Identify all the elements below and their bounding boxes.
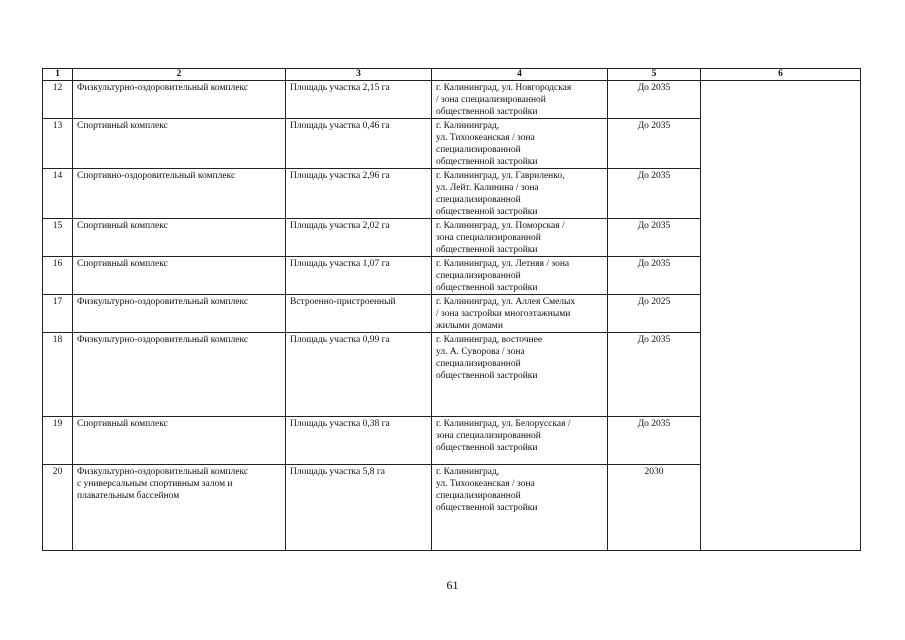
- cell-area: Площадь участка 1,07 га: [286, 257, 432, 295]
- cell-text-line: специализированной: [436, 491, 521, 501]
- column-header-2: 2: [73, 69, 286, 81]
- column-header-1: 1: [43, 69, 73, 81]
- cell-text-line: жилыми домами: [436, 321, 503, 331]
- cell-text-line: г. Калининград,: [436, 467, 500, 477]
- cell-text-line: / зона застройки многоэтажными: [436, 309, 571, 319]
- cell-text-line: г. Калининград, ул. Белорусская /: [436, 419, 571, 429]
- cell-area: Площадь участка 0,99 га: [286, 333, 432, 417]
- cell-facility-name: [73, 219, 286, 257]
- cell-facility-name: [73, 295, 286, 333]
- cell-term: До 2035: [608, 169, 701, 219]
- column-header-3: 3: [286, 69, 432, 81]
- header-row: [43, 69, 861, 81]
- cell-text-line: плавательным бассейном: [77, 491, 180, 501]
- cell-facility-name: [73, 257, 286, 295]
- cell-text-line: общественной застройки: [436, 245, 538, 255]
- cell-term: До 2035: [608, 119, 701, 169]
- cell-text-line: ул. Тихоокеанская / зона: [436, 133, 535, 143]
- cell-text-line: г. Калининград,: [436, 121, 500, 131]
- cell-term: До 2035: [608, 417, 701, 465]
- cell-text-line: ул. Тихоокеанская / зона: [436, 479, 535, 489]
- cell-area: Площадь участка 0,46 га: [286, 119, 432, 169]
- cell-text-line: г. Калининград, ул. Летняя / зона: [436, 259, 570, 269]
- cell-text-line: Физкультурно-оздоровительный комплекс: [77, 297, 249, 307]
- cell-facility-name: [73, 169, 286, 219]
- cell-area: Площадь участка 0,38 га: [286, 417, 432, 465]
- cell-text-line: ул. Лейт. Калинина / зона: [436, 183, 539, 193]
- page-number: 61: [446, 578, 459, 592]
- cell-text-line: Спортивно-оздоровительный комплекс: [77, 171, 236, 181]
- cell-text-line: / зона специализированной: [436, 95, 546, 105]
- cell-text-line: Физкультурно-оздоровительный комплекс: [77, 83, 249, 93]
- cell-text-line: общественной застройки: [436, 443, 538, 453]
- cell-text-line: общественной застройки: [436, 503, 538, 513]
- cell-number: 18: [43, 333, 73, 417]
- cell-number: 15: [43, 219, 73, 257]
- cell-text-line: ул. А. Суворова / зона: [436, 347, 525, 357]
- cell-term: До 2025: [608, 295, 701, 333]
- cell-area: Площадь участка 5,8 га: [286, 465, 432, 551]
- cell-number: 17: [43, 295, 73, 333]
- cell-text-line: Спортивный комплекс: [77, 121, 168, 131]
- cell-term: 2030: [608, 465, 701, 551]
- table-row: [43, 81, 861, 119]
- cell-text-line: специализированной: [436, 271, 521, 281]
- cell-location: [432, 295, 608, 333]
- cell-text-line: общественной застройки: [436, 283, 538, 293]
- cell-text-line: с универсальным спортивным залом и: [77, 479, 233, 489]
- cell-location: [432, 257, 608, 295]
- cell-text-line: Спортивный комплекс: [77, 419, 168, 429]
- cell-area: Площадь участка 2,96 га: [286, 169, 432, 219]
- cell-term: До 2035: [608, 219, 701, 257]
- cell-text-line: общественной застройки: [436, 207, 538, 217]
- cell-number: 13: [43, 119, 73, 169]
- cell-location: [432, 81, 608, 119]
- cell-text-line: специализированной: [436, 359, 521, 369]
- cell-text-line: Физкультурно-оздоровительный комплекс: [77, 335, 249, 345]
- cell-term: До 2035: [608, 81, 701, 119]
- cell-area: Площадь участка 2,02 га: [286, 219, 432, 257]
- column-header-5: 5: [608, 69, 701, 81]
- table-body: [43, 81, 861, 551]
- cell-term: До 2035: [608, 257, 701, 295]
- cell-number: 12: [43, 81, 73, 119]
- cell-facility-name: [73, 417, 286, 465]
- column-header-6: 6: [701, 69, 861, 81]
- cell-location: [432, 417, 608, 465]
- cell-text-line: зона специализированной: [436, 233, 541, 243]
- cell-text-line: г. Калининград, восточнее: [436, 335, 543, 345]
- cell-text-line: специализированной: [436, 145, 521, 155]
- cell-notes: [701, 81, 861, 551]
- cell-number: 19: [43, 417, 73, 465]
- cell-text-line: общественной застройки: [436, 371, 538, 381]
- cell-term: До 2035: [608, 333, 701, 417]
- cell-facility-name: [73, 119, 286, 169]
- cell-text-line: г. Калининград, ул. Гавриленко,: [436, 171, 565, 181]
- cell-text-line: г. Калининград, ул. Поморская /: [436, 221, 565, 231]
- cell-text-line: Физкультурно-оздоровительный комплекс: [77, 467, 249, 477]
- cell-facility-name: [73, 333, 286, 417]
- cell-text-line: Спортивный комплекс: [77, 259, 168, 269]
- cell-location: [432, 333, 608, 417]
- data-table: [42, 68, 861, 551]
- cell-facility-name: [73, 81, 286, 119]
- cell-text-line: общественной застройки: [436, 157, 538, 167]
- cell-location: [432, 169, 608, 219]
- cell-area: Площадь участка 2,15 га: [286, 81, 432, 119]
- cell-location: [432, 119, 608, 169]
- cell-location: [432, 219, 608, 257]
- cell-number: 16: [43, 257, 73, 295]
- cell-text-line: специализированной: [436, 195, 521, 205]
- cell-number: 14: [43, 169, 73, 219]
- cell-facility-name: [73, 465, 286, 551]
- cell-location: [432, 465, 608, 551]
- cell-text-line: зона специализированной: [436, 431, 541, 441]
- cell-text-line: г. Калининград, ул. Новгородская: [436, 83, 572, 93]
- cell-area: Встроенно-пристроенный: [286, 295, 432, 333]
- cell-number: 20: [43, 465, 73, 551]
- cell-text-line: общественной застройки: [436, 107, 538, 117]
- cell-text-line: Спортивный комплекс: [77, 221, 168, 231]
- cell-text-line: г. Калининград, ул. Аллея Смелых: [436, 297, 576, 307]
- column-header-4: 4: [432, 69, 608, 81]
